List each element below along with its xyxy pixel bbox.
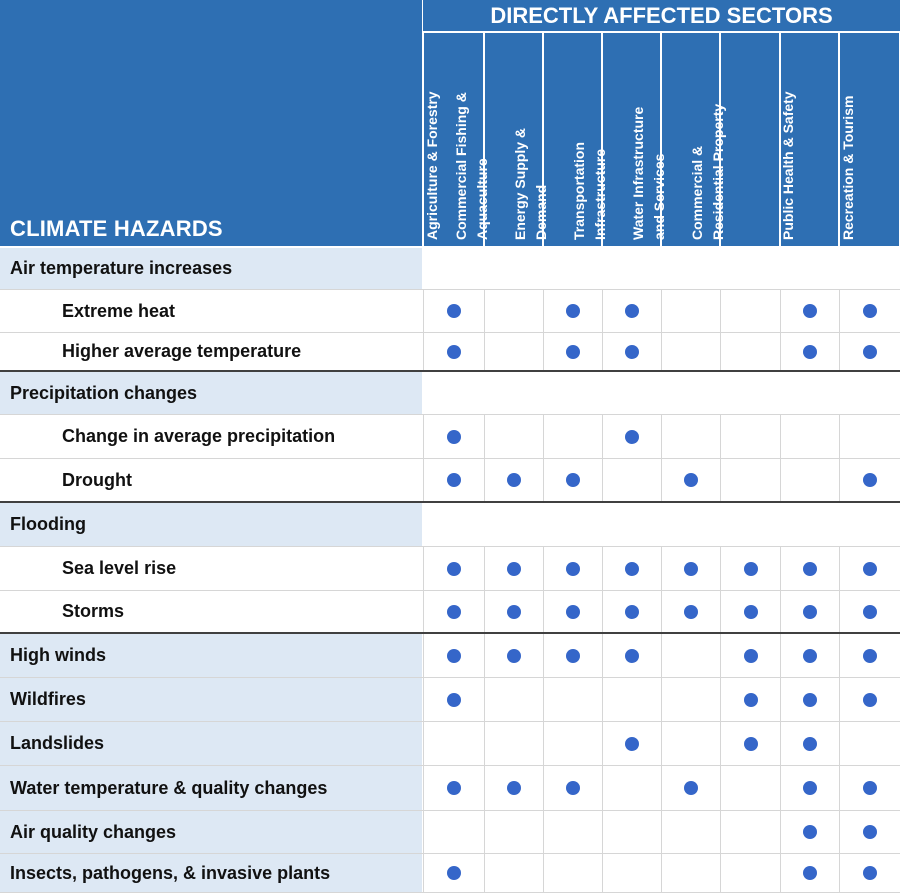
affected-dot [566, 345, 580, 359]
affected-dot [447, 781, 461, 795]
matrix-cell [602, 290, 661, 332]
matrix-cell [720, 290, 780, 332]
matrix-cell [720, 634, 780, 677]
hazard-label: Precipitation changes [0, 372, 422, 414]
matrix-cell [423, 766, 484, 810]
matrix-cell [423, 459, 484, 501]
matrix-cell [484, 854, 543, 892]
affected-dot [863, 866, 877, 880]
affected-dot [803, 825, 817, 839]
matrix-cell [661, 290, 720, 332]
matrix-cell [602, 547, 661, 590]
matrix-cell [661, 547, 720, 590]
affected-dot [507, 473, 521, 487]
affected-dot [744, 737, 758, 751]
affected-dot [803, 649, 817, 663]
hazard-row [0, 811, 900, 854]
matrix-cell [839, 722, 900, 765]
matrix-cell [661, 766, 720, 810]
affected-dot [566, 562, 580, 576]
matrix-cell [661, 678, 720, 721]
hazard-row [0, 290, 900, 333]
affected-dot [863, 562, 877, 576]
matrix-cell [602, 854, 661, 892]
affected-dot [566, 304, 580, 318]
affected-dot [566, 781, 580, 795]
matrix-cell [602, 459, 661, 501]
affected-dot [447, 693, 461, 707]
matrix-cell [720, 591, 780, 632]
matrix-cell [484, 591, 543, 632]
affected-dot [447, 866, 461, 880]
affected-dot [447, 562, 461, 576]
matrix-cell [484, 722, 543, 765]
matrix-cell [602, 766, 661, 810]
matrix-cell [720, 459, 780, 501]
hazards-header [0, 0, 422, 246]
matrix-cell [543, 766, 602, 810]
matrix-cell [661, 634, 720, 677]
affected-dot [863, 693, 877, 707]
affected-dot [625, 430, 639, 444]
matrix-cell [484, 634, 543, 677]
affected-dot [507, 562, 521, 576]
affected-dot [447, 345, 461, 359]
hazard-label: Higher average temperature [0, 333, 422, 370]
matrix-cell [720, 722, 780, 765]
matrix-cell [484, 290, 543, 332]
matrix-cell [720, 811, 780, 853]
matrix-cell [423, 854, 484, 892]
sector-label: Transportation Infrastructure [570, 141, 608, 240]
affected-dot [447, 430, 461, 444]
sectors-title: DIRECTLY AFFECTED SECTORS [423, 0, 900, 31]
hazard-label: Change in average precipitation [0, 415, 422, 458]
matrix-cell [839, 290, 900, 332]
hazard-label: Wildfires [0, 678, 422, 721]
affected-dot [447, 304, 461, 318]
hazard-label: Landslides [0, 722, 422, 765]
matrix-cell [839, 333, 900, 370]
hazard-category-row [0, 503, 900, 547]
matrix-cell [543, 415, 602, 458]
matrix-cell [661, 811, 720, 853]
matrix-cell [602, 415, 661, 458]
hazard-row [0, 722, 900, 766]
affected-dot [803, 737, 817, 751]
matrix-cell [543, 459, 602, 501]
hazard-row [0, 459, 900, 503]
matrix-cell [602, 591, 661, 632]
hazard-row [0, 415, 900, 459]
matrix-cell [661, 854, 720, 892]
sector-header-5 [689, 33, 779, 246]
affected-dot [863, 605, 877, 619]
matrix-cell [780, 854, 839, 892]
matrix-cell [423, 333, 484, 370]
matrix-cell [423, 634, 484, 677]
matrix-cell [484, 678, 543, 721]
hazard-label: Flooding [0, 503, 422, 546]
matrix-cell [780, 547, 839, 590]
hazard-row [0, 766, 900, 811]
matrix-cell [839, 678, 900, 721]
sector-label: Commercial & Residential Property [689, 103, 726, 240]
matrix-cell [780, 811, 839, 853]
affected-dot [507, 649, 521, 663]
matrix-cell [839, 766, 900, 810]
matrix-cell [484, 415, 543, 458]
matrix-cell [543, 547, 602, 590]
matrix-cell [602, 678, 661, 721]
matrix-cell [720, 766, 780, 810]
matrix-cell [720, 678, 780, 721]
matrix-cell [780, 678, 839, 721]
affected-dot [684, 781, 698, 795]
matrix-cell [839, 811, 900, 853]
affected-dot [803, 562, 817, 576]
matrix-cell [720, 415, 780, 458]
sector-label: Commercial Fishing & Aquaculture [452, 92, 490, 240]
matrix-cell [780, 459, 839, 501]
matrix-cell [602, 333, 661, 370]
affected-dot [684, 473, 698, 487]
matrix-cell [423, 415, 484, 458]
affected-dot [863, 473, 877, 487]
affected-dot [566, 473, 580, 487]
hazard-row [0, 854, 900, 893]
affected-dot [744, 693, 758, 707]
sector-label: Energy Supply & Demand [511, 127, 549, 240]
matrix-cell [780, 766, 839, 810]
matrix-cell [780, 290, 839, 332]
affected-dot [803, 304, 817, 318]
hazard-label: Water temperature & quality changes [0, 766, 422, 810]
matrix-cell [484, 333, 543, 370]
matrix-cell [543, 854, 602, 892]
hazard-category-row [0, 372, 900, 415]
affected-dot [625, 737, 639, 751]
matrix-cell [484, 766, 543, 810]
matrix-cell [720, 547, 780, 590]
affected-dot [803, 866, 817, 880]
matrix-cell [602, 634, 661, 677]
affected-dot [625, 304, 639, 318]
hazards-title: CLIMATE HAZARDS [10, 216, 223, 241]
sector-header-6 [781, 33, 838, 246]
sector-label: Public Health & Safety [780, 91, 796, 240]
sector-label: Water Infrastructure and Services [629, 106, 667, 240]
affected-dot [447, 473, 461, 487]
affected-dot [863, 825, 877, 839]
matrix-cell [543, 722, 602, 765]
matrix-cell [423, 547, 484, 590]
matrix-cell [423, 678, 484, 721]
affected-dot [803, 693, 817, 707]
hazard-row [0, 634, 900, 678]
hazard-row [0, 591, 900, 634]
affected-dot [863, 781, 877, 795]
affected-dot [863, 345, 877, 359]
affected-dot [447, 649, 461, 663]
matrix-cell [661, 591, 720, 632]
matrix-cell [661, 333, 720, 370]
matrix-cell [423, 290, 484, 332]
hazard-label: High winds [0, 634, 422, 677]
affected-dot [803, 345, 817, 359]
matrix-cell [780, 722, 839, 765]
affected-dot [625, 649, 639, 663]
matrix-cell [602, 722, 661, 765]
hazard-row [0, 678, 900, 722]
hazard-category-row [0, 248, 900, 290]
affected-dot [447, 605, 461, 619]
matrix-cell [602, 811, 661, 853]
hazard-row [0, 333, 900, 372]
matrix-cell [484, 811, 543, 853]
matrix-cell [720, 333, 780, 370]
matrix-cell [839, 591, 900, 632]
matrix-cell [423, 811, 484, 853]
matrix-cell [661, 415, 720, 458]
hazard-label: Sea level rise [0, 547, 422, 590]
matrix-cell [839, 415, 900, 458]
matrix-cell [839, 547, 900, 590]
affected-dot [744, 649, 758, 663]
affected-dot [684, 605, 698, 619]
affected-dot [507, 605, 521, 619]
matrix-cell [543, 591, 602, 632]
matrix-cell [543, 333, 602, 370]
matrix-cell [543, 634, 602, 677]
hazard-label: Storms [0, 591, 422, 632]
affected-dot [625, 605, 639, 619]
affected-dot [744, 562, 758, 576]
sector-header-7 [840, 33, 899, 246]
matrix-cell [780, 333, 839, 370]
matrix-cell [423, 722, 484, 765]
matrix-cell [543, 678, 602, 721]
matrix-cell [543, 290, 602, 332]
affected-dot [507, 781, 521, 795]
affected-dot [684, 562, 698, 576]
affected-dot [803, 781, 817, 795]
matrix-cell [661, 722, 720, 765]
hazard-label: Insects, pathogens, & invasive plants [0, 854, 422, 892]
matrix-cell [543, 811, 602, 853]
affected-dot [566, 649, 580, 663]
affected-dot [803, 605, 817, 619]
affected-dot [863, 304, 877, 318]
sector-label: Recreation & Tourism [840, 95, 856, 240]
hazard-label: Air temperature increases [0, 248, 422, 289]
matrix-cell [839, 854, 900, 892]
hazard-row [0, 547, 900, 591]
affected-dot [625, 345, 639, 359]
matrix-cell [839, 459, 900, 501]
affected-dot [625, 562, 639, 576]
matrix-cell [839, 634, 900, 677]
affected-dot [566, 605, 580, 619]
affected-dot [744, 605, 758, 619]
matrix-cell [484, 547, 543, 590]
matrix-cell [780, 634, 839, 677]
sector-label: Agriculture & Forestry [424, 91, 440, 240]
matrix-cell [780, 415, 839, 458]
matrix-cell [720, 854, 780, 892]
sectors-header [423, 0, 900, 246]
matrix-cell [661, 459, 720, 501]
affected-dot [863, 649, 877, 663]
matrix-cell [423, 591, 484, 632]
hazard-label: Drought [0, 459, 422, 501]
hazard-label: Extreme heat [0, 290, 422, 332]
hazard-label: Air quality changes [0, 811, 422, 853]
matrix-cell [780, 591, 839, 632]
matrix-cell [484, 459, 543, 501]
